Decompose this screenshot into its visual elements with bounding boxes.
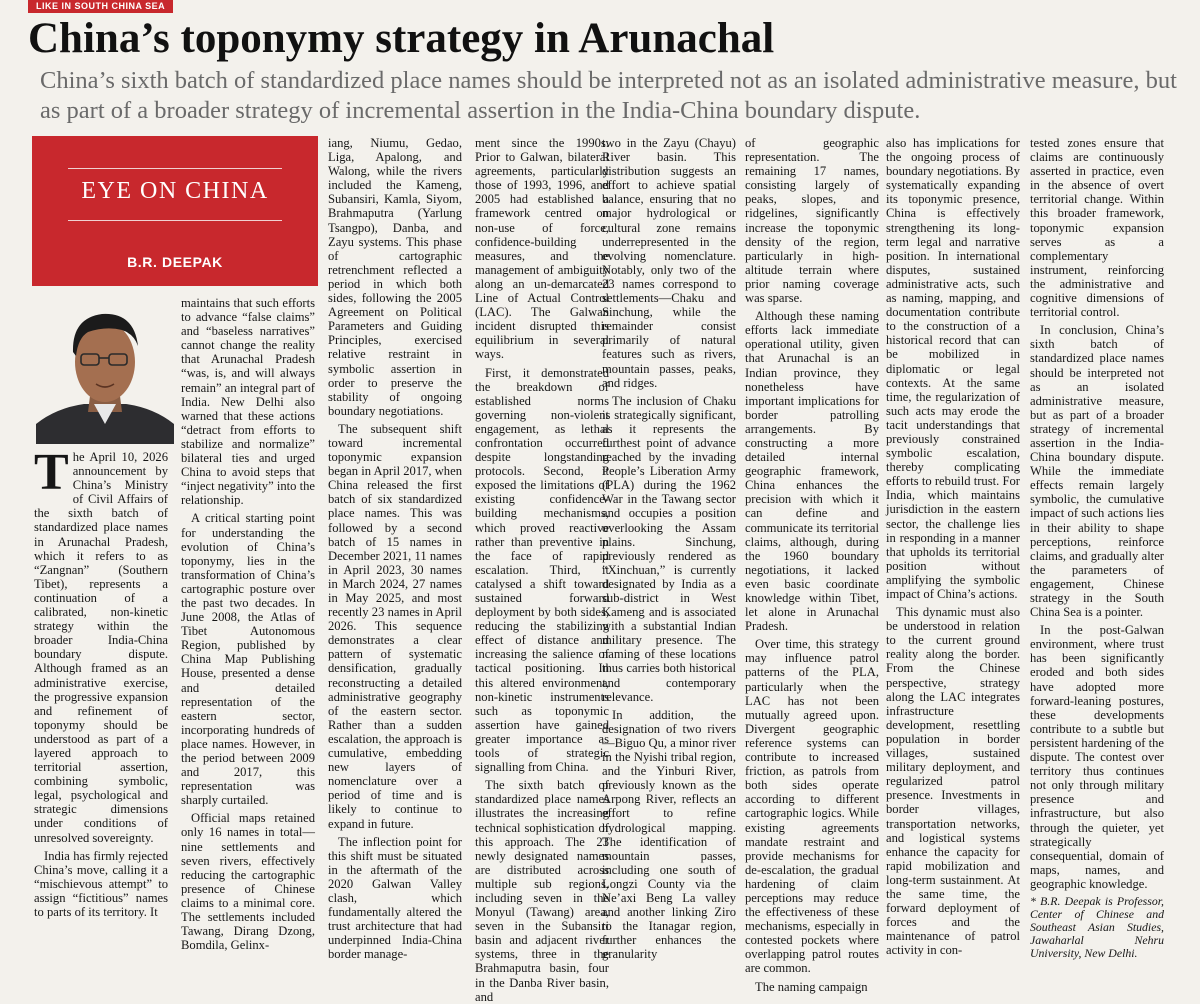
author-portrait xyxy=(36,296,174,444)
paragraph: ment since the 1990s. Prior to Galwan, bilateral agreements, particularly those of 1993, 1996, and 2005 had established a framework centred on non-use of force, confidence-building measures, and the management of ambiguity along an un-demarcated Line of Actual Control (LAC). The Galwan incident disrupted this equilibrium in several ways. xyxy=(475,136,609,362)
section-tag: LIKE IN SOUTH CHINA SEA xyxy=(28,0,173,13)
headline: China’s toponymy strategy in Arunachal xyxy=(28,15,775,62)
paragraph: First, it demonstrated the breakdown of established norms governing non-violent engagement, as lethal confrontation occurred despite longstanding protocols. Second, it exposed the limitations of existing confidence-building mechanisms, which proved reactive rather than preventive in the face of rapid escalation. Third, it catalysed a shift toward sustained forward deployment by both sides, reducing the stabilizing effect of distance and increasing the salience of tactical positioning. In this altered environment, non-kinetic instruments such as toponymic assertion have gained greater importance as tools of strategic signalling from China. xyxy=(475,365,609,775)
paragraph: two in the Zayu (Chayu) River basin. This distribution suggests an effort to achieve spatial balance, ensuring that no major hydrological or cultural zone remains underrepresented in the evolving nomenclature. Notably, only two of the 23 names correspond to settlements—Chaku and Sinchung, while the remainder consist primarily of natural features such as rivers, mountain passes, peaks, and ridges. xyxy=(602,136,736,390)
paragraph: Over time, this strategy may influence patrol patterns of the PLA, particularly when the LAC has not been mutually agreed upon. Divergent geographic reference systems can contribute to increased friction, as patrols from both sides operate according to different cartographic logics. While existing agreements mandate restraint and provide mechanisms for de-escalation, the gradual hardening of claim perceptions may reduce the effectiveness of these mechanisms, especially in contested pockets where overlapping patrol routes are common. xyxy=(745,637,879,976)
standfirst: China’s sixth batch of standardized place names should be interpreted not as an isolated administrative measure, but as part of a broader strategy of incremental assertion in the India-China boundary dispute. xyxy=(40,67,1177,124)
article-column-6 xyxy=(745,136,879,994)
paragraph: In addition, the designation of two rivers—Biguo Qu, a minor river in the Nyishi tribal region, and the Yinburi River, previously known as the Arpong River, reflects an effort to refine hydrological mapping. The identification of mountain passes, including one south of Longzi County via the Ne’axi Beng La valley and another linking Ziro to the Itanagar region, further enhances the granularity xyxy=(602,707,736,962)
article-column-1 xyxy=(34,444,168,919)
dropcap: T xyxy=(34,444,69,501)
paragraph: The inflection point for this shift must be situated in the aftermath of the 2020 Galwan Valley clash, which fundamentally altered the trust architecture that had underpinned India-China border manage- xyxy=(328,834,462,962)
paragraph: In conclusion, China’s sixth batch of standardized place names should be interpreted not as an isolated administrative measure, but as part of a broader strategy of incremental assertion in the India-China boundary dispute. While the immediate effects remain largely symbolic, the cumulative impact of such actions lies in their ability to shape perceptions, reinforce claims, and gradually alter the parameters of engagement, Chinese strategy in the South China Sea is a pointer. xyxy=(1030,323,1164,620)
paragraph: The inclusion of Chaku is strategically significant, as it represents the furthest point of advance reached by the invading People’s Liberation Army (PLA) during the 1962 War in the Tawang sector and occupies a position overlooking the Assam plains. Sinchung, previously rendered as “Xinchuan,” is currently designated by India as a sub-district in West Kameng and is associated with a substantial Indian military presence. The naming of these locations thus carries both historical and contemporary relevance. xyxy=(602,393,736,704)
article-column-4 xyxy=(475,136,609,1004)
paragraph: Official maps retained only 16 names in total—nine settlements and seven rivers, effectively reducing the cartographic presence of Chinese claims to a minimal core. The settlements included Tawang, Dirang Dzong, Bomdila, Gelinx- xyxy=(181,811,315,953)
column-title: EYE ON CHINA xyxy=(81,178,269,204)
paragraph: India has firmly rejected China’s move, calling it a “mischievous attempt” to assign “fictitious” names to parts of its territory. It xyxy=(34,848,168,919)
paragraph: Although these naming efforts lack immediate operational utility, given that Arunachal is an Indian province, they nonetheless have important implications for border patrolling arrangements. By constructing a more detailed internal geographic framework, China enhances the precision with which it can define and communicate its territorial claims, although, during the 1960 boundary negotiations, it lacked even basic coordinate knowledge within Tibet, let alone in Arunachal Pradesh. xyxy=(745,309,879,634)
paragraph: A critical starting point for understanding the evolution of China’s toponymy, lies in the transformation of China’s cartographic posture over the past two decades. In June 2008, the Atlas of Tibet Autonomous Region, published by China Map Publishing House, presented a dense and detailed representation of the eastern sector, incorporating hundreds of place names. However, in the period between 2009 and 2017, this representation was sharply curtailed. xyxy=(181,511,315,808)
paragraph: iang, Niumu, Gedao, Liga, Apalong, and Walong, while the rivers included the Kameng, Subansiri, Kamla, Siyom, Brahmaputra (Yarlung Tsangpo), Danba, and Zayu systems. This phase of cartographic retrenchment reflected a period in which both sides, following the 2005 Agreement on Political Parameters and Guiding Principles, exercised relative restraint in symbolic assertion in order to preserve the stability of ongoing boundary negotiations. xyxy=(328,136,462,418)
article-column-5 xyxy=(602,136,736,962)
column-author: B.R. DEEPAK xyxy=(127,254,223,270)
box-rule-top xyxy=(68,168,282,169)
article-column-3 xyxy=(328,136,462,962)
article-column-2 xyxy=(181,296,315,953)
article-column-8 xyxy=(1030,136,1164,960)
paragraph: In the post-Galwan environment, where trust has been significantly eroded and both sides have adopted more forward-leaning postures, these developments contribute to a subtle but persistent hardening of the dispute. The contest over territory thus continues not only through military presence and infrastructure, but also through the quieter, yet strategically consequential, domain of maps, names, and geographic knowledge. xyxy=(1030,623,1164,891)
paragraph: The sixth batch of standardized place names illustrates the increasing technical sophistication of this approach. The 23 newly designated names are distributed across multiple sub regions, including seven in the Monyul (Tawang) area, seven in the Subansiri basin and adjacent river systems, three in the Brahmaputra basin, four in the Danba River basin, and xyxy=(475,778,609,1004)
paragraph: The subsequent shift toward incremental toponymic expansion began in April 2017, when China released the first batch of six standardized place names. This was followed by a second batch of 15 names in December 2021, 11 names in April 2023, 30 names in March 2024, 27 names in May 2025, and most recently 23 names in April 2026. This sequence demonstrates a clear pattern of systematic densification, gradually reconstructing a detailed administrative geography of the eastern sector. Rather than a sudden escalation, the approach is cumulative, embedding new layers of nomenclature over a period of time and is likely to continue to expand in future. xyxy=(328,421,462,831)
paragraph: he April 10, 2026 announcement by China’s Ministry of Civil Affairs of the sixth batch of standardized place names in Arunachal Pradesh, which it refers to as “Zangnan” (Southern Tibet), represents a continuation of a calibrated, non-kinetic strategy within the broader India-China boundary dispute. Although framed as an administrative exercise, the progressive expansion and refinement of toponymy should be understood as part of a layered approach to territorial assertion, combining symbolic, legal, psychological and strategic dimensions under conditions of unresolved sovereignty. xyxy=(34,450,168,845)
article-column-7 xyxy=(886,136,1020,958)
box-rule-middle xyxy=(68,220,282,221)
paragraph: of geographic representation. The remaining 17 names, consisting largely of peaks, slopes, and ridgelines, significantly increase the toponymic density of the region, particularly in high-altitude terrain where prior naming coverage was sparse. xyxy=(745,136,879,306)
paragraph: tested zones ensure that claims are continuously asserted in practice, even in the absence of overt territorial change. Within this broader framework, toponymic expansion serves as a complementary instrument, reinforcing the administrative and cognitive dimensions of territorial control. xyxy=(1030,136,1164,320)
paragraph: maintains that such efforts to advance “false claims” and “baseless narratives” cannot change the reality that Arunachal Pradesh “was, is, and will always remain” an integral part of India. New Delhi also warned that these actions “detract from efforts to stabilize and normalize” bilateral ties and urged China to avoid steps that “inject negativity” into the relationship. xyxy=(181,296,315,508)
paragraph: This dynamic must also be understood in relation to the current ground reality along the border. From the Chinese perspective, strategy along the LAC integrates infrastructure development, resettling population in border villages, sustained military deployment, and regularized patrol presence. Investments in border villages, transportation networks, and logistical systems enhance the capacity for rapid mobilization and long-term sustainment. At the same time, the forward deployment of forces and the maintenance of patrol activity in con- xyxy=(886,605,1020,958)
paragraph: also has implications for the ongoing process of boundary negotiations. By systematically expanding its toponymic presence, China is effectively strengthening its long-term legal and narrative position. In international disputes, sustained administrative acts, such as naming, mapping, and documentation contribute to the construction of a historical record that can be mobilized in diplomatic or legal contexts. At the same time, the regularization of such acts may erode the tacit understandings that previously constrained symbolic escalation, thereby complicating efforts to rebuild trust. For India, which maintains jurisdiction in the eastern sector, the challenge lies in responding in a manner that upholds its territorial position without amplifying the symbolic impact of China’s actions. xyxy=(886,136,1020,601)
column-box xyxy=(32,136,318,286)
author-bio: * B.R. Deepak is Professor, Center of Chinese and Southeast Asian Studies, Jawaharlal Nehru University, New Delhi. xyxy=(1030,893,1164,960)
paragraph: The naming campaign xyxy=(755,979,868,994)
